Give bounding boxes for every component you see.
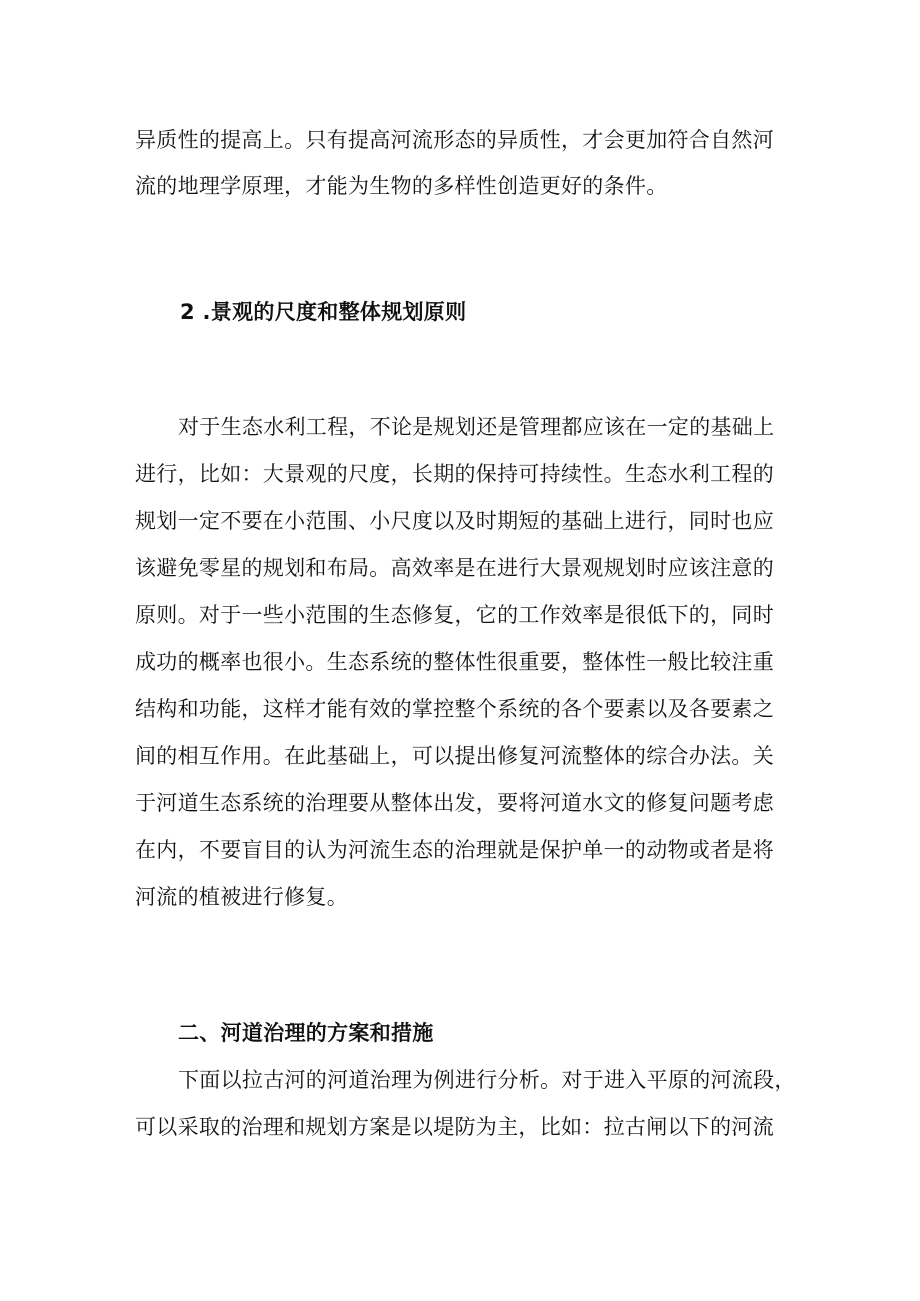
paragraph-2-line-8: 间的相互作用。在此基础上，可以提出修复河流整体的综合办法。关	[135, 744, 774, 768]
paragraph-2-line-9: 于河道生态系统的治理要从整体出发，要将河道水文的修复问题考虑	[135, 791, 774, 815]
paragraph-2-line-5: 原则。对于一些小范围的生态修复，它的工作效率是很低下的，同时	[135, 603, 774, 627]
paragraph-2-line-2: 进行，比如：大景观的尺度，长期的保持可持续性。生态水利工程的	[135, 462, 774, 486]
paragraph-1-line-2: 流的地理学原理，才能为生物的多样性创造更好的条件。	[135, 174, 668, 198]
paragraph-2-line-4: 该避免零星的规划和布局。高效率是在进行大景观规划时应该注意的	[135, 556, 774, 580]
paragraph-2-line-6: 成功的概率也很小。生态系统的整体性很重要，整体性一般比较注重	[135, 650, 774, 674]
paragraph-2-line-1: 对于生态水利工程，不论是规划还是管理都应该在一定的基础上	[178, 415, 775, 439]
paragraph-2-line-7: 结构和功能，这样才能有效的掌控整个系统的各个要素以及各要素之	[135, 697, 774, 721]
paragraph-2-line-10: 在内，不要盲目的认为河流生态的治理就是保护单一的动物或者是将	[135, 838, 774, 862]
section-heading-river-management: 二、河道治理的方案和措施	[178, 1021, 434, 1045]
paragraph-2-line-11: 河流的植被进行修复。	[135, 885, 348, 909]
section-heading-landscape-scale: 2 .景观的尺度和整体规划原则	[180, 300, 467, 324]
paragraph-1-line-1: 异质性的提高上。只有提高河流形态的异质性，才会更加符合自然河	[135, 128, 774, 152]
paragraph-3-line-1: 下面以拉古河的河道治理为例进行分析。对于进入平原的河流段，	[178, 1068, 796, 1092]
paragraph-2-line-3: 规划一定不要在小范围、小尺度以及时期短的基础上进行，同时也应	[135, 509, 774, 533]
paragraph-3-line-2: 可以采取的治理和规划方案是以堤防为主，比如：拉古闸以下的河流	[135, 1115, 774, 1139]
